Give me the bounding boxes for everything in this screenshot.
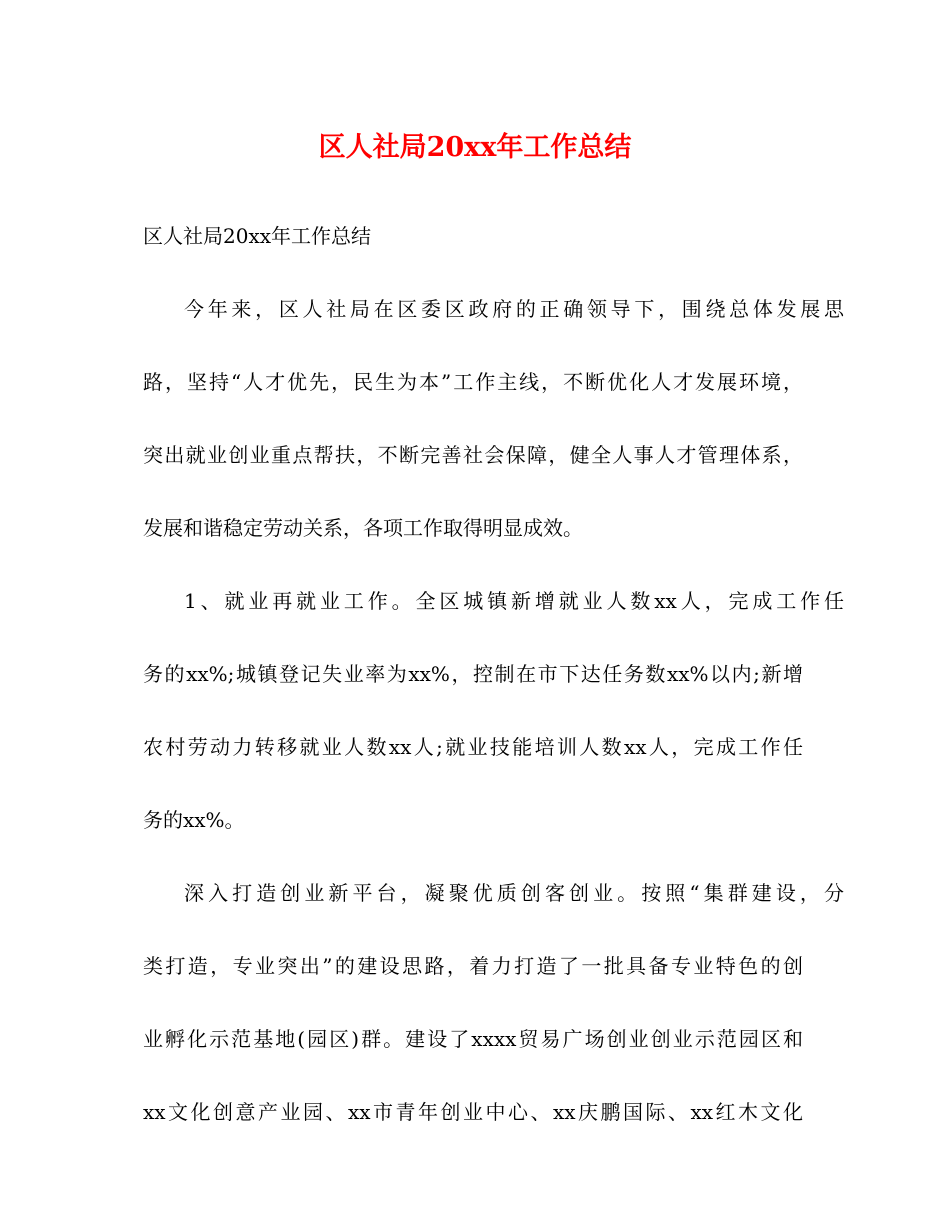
- document-subtitle: 区人社局20xx年工作总结: [143, 224, 372, 248]
- paragraph-3-line-4: xx文化创意产业园、xx市青年创业中心、xx庆鹏国际、xx红木文化: [143, 1100, 803, 1124]
- paragraph-1-line-4: 发展和谐稳定劳动关系，各项工作取得明显成效。: [143, 516, 583, 540]
- paragraph-1-line-2: 路，坚持“人才优先，民生为本”工作主线，不断优化人才发展环境，: [143, 370, 803, 394]
- paragraph-3-line-2: 类打造，专业突出”的建设思路，着力打造了一批具备专业特色的创: [143, 954, 803, 978]
- paragraph-2-line-3: 农村劳动力转移就业人数xx人;就业技能培训人数xx人，完成工作任: [143, 735, 803, 759]
- document-title: 区人社局20xx年工作总结: [318, 132, 632, 163]
- paragraph-1-line-3: 突出就业创业重点帮扶，不断完善社会保障，健全人事人才管理体系，: [143, 443, 803, 467]
- paragraph-3-line-1: 深入打造创业新平台，凝聚优质创客创业。按照“集群建设，分: [184, 881, 844, 905]
- paragraph-2-line-4: 务的xx%。: [143, 808, 245, 832]
- paragraph-3-line-3: 业孵化示范基地(园区)群。建设了xxxx贸易广场创业创业示范园区和: [143, 1027, 803, 1051]
- paragraph-2-line-1: 1、就业再就业工作。全区城镇新增就业人数xx人，完成工作任: [184, 589, 844, 613]
- document-body: [143, 216, 844, 1165]
- paragraph-2-line-2: 务的xx%;城镇登记失业率为xx%，控制在市下达任务数xx%以内;新增: [143, 662, 803, 686]
- paragraph-1-line-1: 今年来，区人社局在区委区政府的正确领导下，围绕总体发展思: [184, 297, 844, 321]
